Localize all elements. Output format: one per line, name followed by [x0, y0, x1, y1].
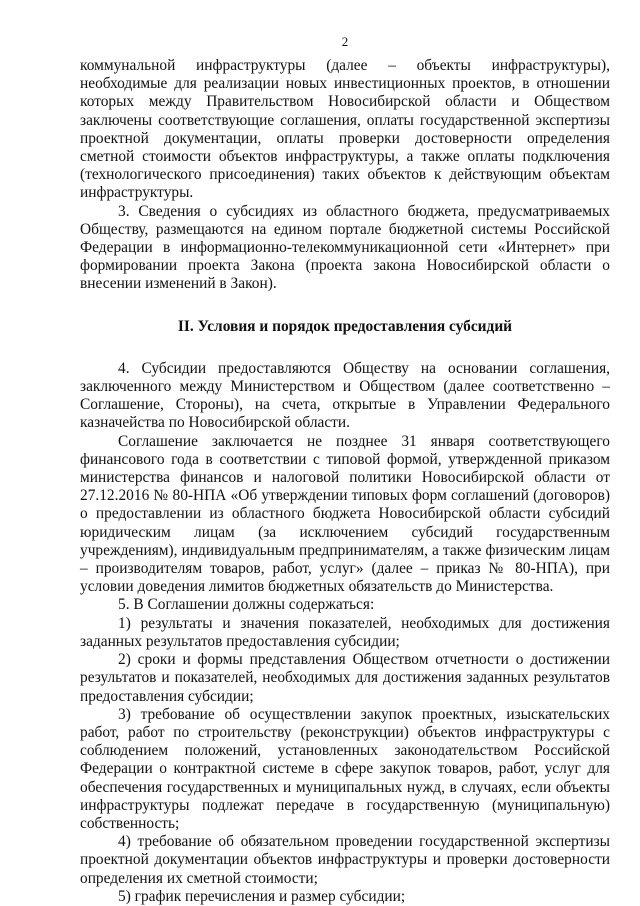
list-item-5-schedule: 5) график перечисления и размер субсидии; — [118, 887, 406, 905]
list-item-3-procurement: 3) требование об осуществлении закупок проектных, изыскательских работ, работ по строительству (реконструкции) объектов инфраструктуры с соблюдением положений, установленных законодательством Российской Федерации о контрактной системе в сфере закупок товаров, работ, услуг для обеспечения государственных и муниципальных нужд, в случаях, если объекты инфраструктуры подлежат передаче в государственную (муниципальную) собственность; — [80, 705, 610, 832]
paragraph-agreement-conclusion: Соглашение заключается не позднее 31 января соответствующего финансового года в соответствии с типовой формой, утвержденной приказом министерства финансов и налоговой политики Новосибирской области от 27.12.2016 № 80-НПА «Об утверждении типовых форм соглашений (договоров) о предоставлении из областного бюджета Новосибирской области субсидий юридическим лицам (за исключением субсидий государственным учреждениям), индивидуальным предпринимателям, а также физическим лицам – производителям товаров, работ, услуг» (далее – приказ № 80-НПА), при условии доведения лимитов бюджетных обязательств до Министерства. — [80, 432, 610, 596]
paragraph-5-agreement-contents: 5. В Соглашении должны содержаться: — [118, 596, 375, 614]
section-heading: II. Условия и порядок предоставления субсидий — [177, 317, 513, 335]
list-item-2-reporting: 2) сроки и формы представления Обществом отчетности о достижении результатов и показателей, необходимых для достижения заданных результатов предоставления субсидии; — [80, 651, 610, 705]
paragraph-4-subsidy-basis: 4. Субсидии предоставляются Обществу на основании соглашения, заключенного между Министерством и Обществом (далее соответственно – Соглашение, Стороны), на счета, открытые в Управлении Федерального казначейства по Новосибирской области. — [80, 359, 610, 432]
paragraph-infrastructure-definition: коммунальной инфраструктуры (далее – объекты инфраструктуры), необходимые для реализации новых инвестиционных проектов, в отношении которых между Правительством Новосибирской области и Обществом заключены соответствующие соглашения, оплаты государственной экспертизы проектной документации, оплаты проверки достоверности определения сметной стоимости объектов инфраструктуры, а также оплаты подключения (технологического присоединения) таких объектов к действующим объектам инфраструктуры. — [80, 57, 610, 202]
document-body — [80, 57, 610, 906]
page-number: 2 — [341, 34, 349, 49]
list-item-4-expertise: 4) требование об обязательном проведении государственной экспертизы проектной документации объектов инфраструктуры и проверки достоверности определения их сметной стоимости; — [80, 833, 610, 887]
paragraph-3-subsidy-info: 3. Сведения о субсидиях из областного бюджета, предусматриваемых Обществу, размещаются на едином портале бюджетной системы Российской Федерации в информационно-телекоммуникационной сети «Интернет» при формировании проекта Закона (проекта закона Новосибирской области о внесении изменений в Закон). — [80, 202, 610, 293]
list-item-1-results: 1) результаты и значения показателей, необходимых для достижения заданных результатов предоставления субсидии; — [80, 614, 610, 650]
